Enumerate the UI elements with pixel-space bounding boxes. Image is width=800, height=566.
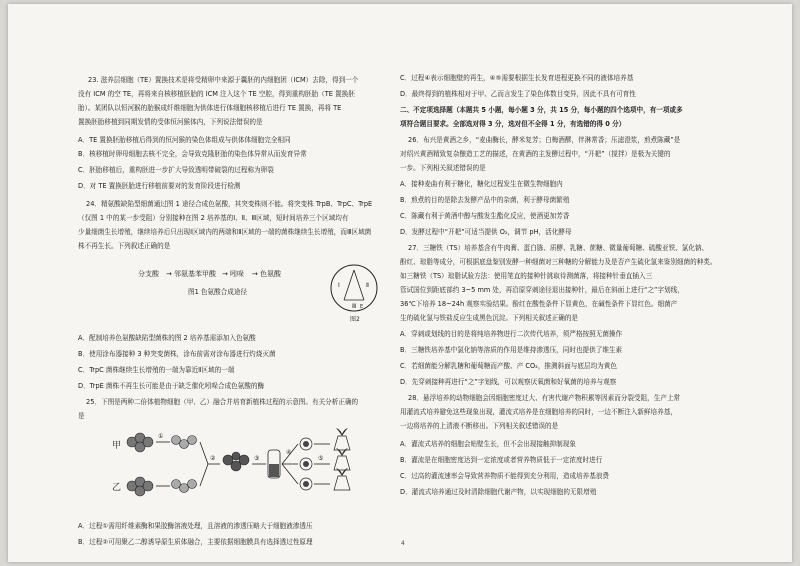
q28-option-c: C．过高的灌流速率会导致营养物质不能得到充分利用，造成培养基浪费 <box>400 472 610 480</box>
figure-1-caption: 图1 色氨酸合成途径 <box>188 288 248 296</box>
q23-option-b: B．核移植时卵母细胞去核不完全，会导致克隆胚胎的染色体异常从而发育异常 <box>78 150 307 158</box>
q24-option-d: D．TrpE 菌株不再生长可能是由于缺乏催化吲哚合成色氨酸的酶 <box>78 382 265 390</box>
q24-line-4: 株不再生长。下列叙述正确的是 <box>78 242 171 250</box>
q25-option-a: A．过程①需用纤维素酶和果胶酶溶液处理，且溶液的渗透压略大于细胞液渗透压 <box>78 522 313 530</box>
q24-option-c: C．TrpC 菌株继续生长增殖的一端为靠近Ⅱ区域的一端 <box>78 366 235 374</box>
pathway-start: 分支酸 <box>138 270 159 278</box>
q25-line-1: 25．下图是两种二倍体植物细胞（甲、乙）融合并培育新植株过程的示意图。有关分析正确的 <box>86 398 359 406</box>
q23-line-1: 23. 滋养层细胞（TE）置换技术是将受精卵中来源于囊胚的内细胞团（ICM）去除，得到一个 <box>88 76 359 84</box>
step-2-label: ② <box>210 455 216 462</box>
q23-line-4: 置换胚胎移植到同期发情的受体恒河猴体内，下列说法错误的是 <box>78 118 263 126</box>
q26-option-b: B．煎煮的目的是除去发酵产品中的杂菌，利于酵母菌繁殖 <box>400 196 570 204</box>
label-jia: 甲 <box>112 441 122 451</box>
q23-line-2: 没有 ICM 的空 TE，再将来自核移植胚胎的 ICM 注入这个 TE 空腔，得到重构胚胎（TE 置换胚 <box>78 90 355 98</box>
page-number: 4 <box>401 540 405 547</box>
zone-label-extra: E <box>360 304 364 310</box>
label-yi: 乙 <box>112 483 122 493</box>
q27-option-b: B．三糖铁培养基中氯化钠等溶质的作用是维持渗透压，同时也提供了维生素 <box>400 346 623 354</box>
q23-option-d: D．对 TE 置换胚胎进行移植前要对的发育阶段进行检测 <box>78 182 241 190</box>
q23-option-c: C．胚胎移植后，重构胚进一步扩大导致透明带破裂的过程称为卵裂 <box>78 166 274 174</box>
step-4-label: ④ <box>286 449 292 456</box>
q28-line-1: 28．悬浮培养的动物细胞会因细胞密度过大、有害代谢产物积累等因素而分裂受阻，生产上常 <box>408 394 681 402</box>
figure-cell-fusion <box>108 424 378 516</box>
q26-option-d: D．发酵过程中“开耙”可适当提供 O₂，调节 pH，活化酵母 <box>400 228 572 236</box>
q27-line-3: 如三糖铁（TS）琼脂试验方法：使用笔直的接种针挑取待测菌落，将接种针垂直插入三 <box>400 272 653 280</box>
pathway-end: 色氨酸 <box>260 270 281 278</box>
step-5-label: ⑤ <box>318 455 324 462</box>
zone-label-1: Ⅰ <box>338 282 340 289</box>
q28-option-d: D．灌流式培养通过及时清除细胞代谢产物，以实现细胞的无限增殖 <box>400 488 597 496</box>
q24-option-a: A．配制培养色氨酸缺陷型菌株的图 2 培养基需添加入色氨酸 <box>78 334 256 342</box>
pathway-arrow-3: → <box>252 270 258 278</box>
zone-label-3: Ⅲ <box>352 303 357 310</box>
figure-2-caption: 图2 <box>350 316 360 323</box>
q28-line-3: 一边将培养的上清液不断移出。下列相关叙述错误的是 <box>400 422 559 430</box>
zone-label-2: Ⅱ <box>366 282 369 289</box>
section-2-heading-line-2: 项符合题目要求。全部选对得 3 分，选对但不全得 1 分，有选错的得 0 分） <box>400 120 626 128</box>
q25-option-d: D．最终得到的植株相对于甲、乙而言发生了染色体数目变异，因此不具有可育性 <box>400 90 636 98</box>
q28-option-a: A．灌流式培养的细胞会贴壁生长，但不会出现接触抑制现象 <box>400 440 576 448</box>
q27-line-1: 27．三糖铁（TS）培养基含有牛肉膏、蛋白胨、质酵、乳糖、蔗糖、微量葡萄糖、硫酸亚铁、氯化钠、 <box>408 244 709 252</box>
q26-option-a: A．接种麦曲有利于糖化，糖化过程发生在微生物细胞内 <box>400 180 563 188</box>
q26-line-1: 26．布兴是黄酒之乡，“麦曲酶长，酵米复芳；白梅酒醪，伴淋常香；压滤澄浆，煎煮陈藏”是 <box>408 136 681 144</box>
q23-option-a: A．TE 置换胚胎移植后得到的恒河猴的染色体组成与供体体细胞完全相同 <box>78 136 291 144</box>
q24-option-b: B．使用涂布器接种 3 种突变菌株，涂布前需对涂布器进行灼烧灭菌 <box>78 350 276 358</box>
q27-line-4: 管试国位到距底部约 3~5 mm 处，再沿原穿刺途径退出接种针，最后在斜面上进行“之”字划线， <box>400 286 684 294</box>
q24-line-1: 24．精氨酸缺陷型细菌通过图 1 途径合成色氨酸，其突变株则不能。将突变株 TrpB、TrpC、TrpE <box>86 200 373 208</box>
q27-line-2: 酚红、琼脂等成分，可根据底盘鉴别发酵一种细菌对三种糖的分解能力及是否产生硫化氢来鉴别细菌的种类。 <box>400 258 717 266</box>
figure-2-petri-dish <box>326 262 382 324</box>
q25-line-2: 是 <box>78 412 85 420</box>
q27-option-d: D．先穿刺接种再进行“之”字划线，可以观察厌氧菌和好氧菌的培养与观察 <box>400 378 617 386</box>
q27-line-6: 生的硫化氢与铁盐反应生成黑色沉淀。下列相关叙述正确的是 <box>400 314 579 322</box>
step-3-label: ③ <box>254 455 260 462</box>
q28-line-2: 用灌流式培养避免这些现象出现，灌流式培养是在细胞培养的同时，一边不断注入新鲜培养基， <box>400 408 677 416</box>
q26-option-c: C．陈藏有利于黄酒中醇与酸发生酯化反应，使酒更加芳香 <box>400 212 570 220</box>
q26-line-2: 对绍兴黄酒精致复杂酿造工艺的描述，在黄酒的主发酵过程中，“开耙”（搅拌）是极为关键的 <box>400 150 671 158</box>
step-1-label: ① <box>158 433 164 440</box>
pathway-arrow-1: → <box>166 270 172 278</box>
q28-option-b: B．灌流是在细胞密度达到一定浓度或者营养物质低于一定浓度时进行 <box>400 456 603 464</box>
q25-option-c: C．过程④表示细胞壁的再生，④⑤需要根据生长发育进程更换不同的液体培养基 <box>400 74 634 82</box>
q25-option-b: B．过程②可用聚乙二醇诱导原生质体融合，主要依据细胞膜具有选择透过性原理 <box>78 538 313 546</box>
figure-1-pathway <box>136 266 306 306</box>
pathway-arrow-2: → <box>222 270 228 278</box>
exam-page <box>8 4 792 562</box>
q26-line-3: 一步。下列相关叙述错误的是 <box>400 164 486 172</box>
q27-line-5: 36℃下培养 18~24h 观察实验结果。酚红在酸性条件下显黄色，在碱性条件下显红色。细菌产 <box>400 300 678 308</box>
pathway-step-1: 邻氨基苯甲酸 <box>174 270 216 278</box>
q27-option-a: A．穿刺或划线的目的是将纯培养物进行二次传代培养，须严格按照无菌操作 <box>400 330 623 338</box>
q24-line-2: （仅图 1 中的某一步受阻）分别接种在图 2 培养基的Ⅰ、Ⅱ、Ⅲ区域，短时间培养三个区域均有 <box>78 214 349 222</box>
q24-line-3: 少量细菌生长增殖，继续培养后只出现Ⅰ区域内的两端和Ⅱ区域的一端的菌株继续生长增殖，而Ⅲ区域菌 <box>78 228 372 236</box>
section-2-heading-line-1: 二、不定项选择题（本题共 5 小题，每小题 3 分，共 15 分，每小题的四个选项中，有一项或多 <box>400 106 683 114</box>
q23-line-3: 胎）。某团队以恒河猴的胎猴成纤维细胞为供体进行体细胞核移植后进行 TE 置换，再将 TE <box>78 104 342 112</box>
pathway-step-2: 吲哚 <box>230 270 244 278</box>
q27-option-c: C．若细菌能分解乳糖和葡萄糖而产酸、产 CO₂，推测斜面与底层均为黄色 <box>400 362 617 370</box>
